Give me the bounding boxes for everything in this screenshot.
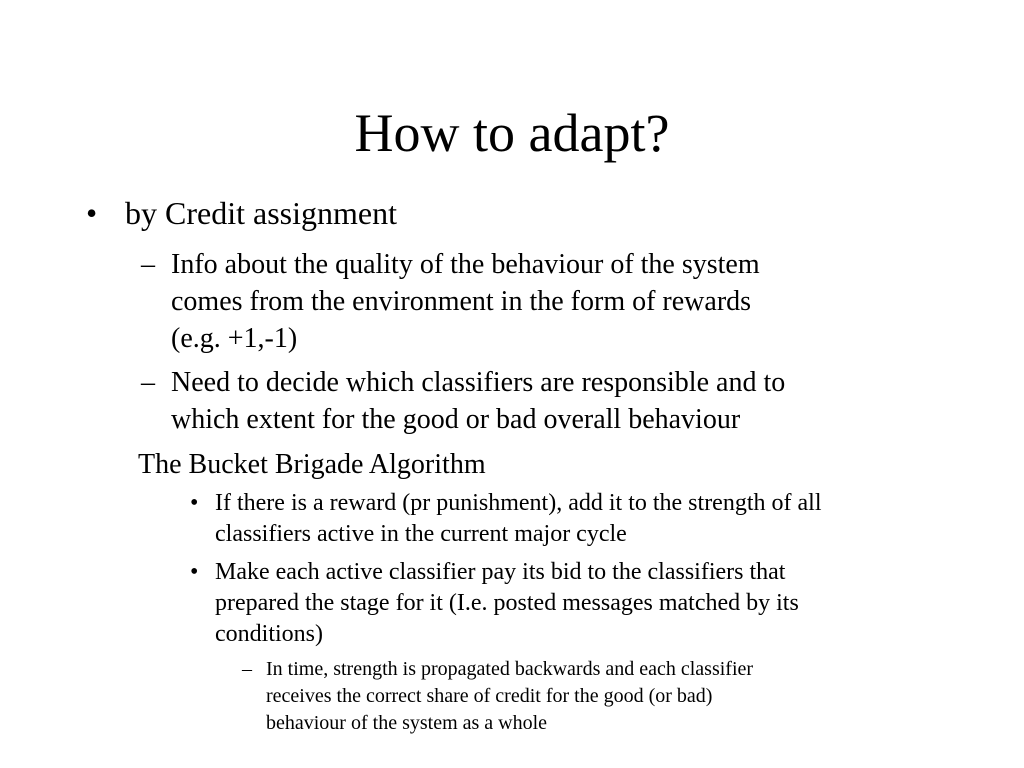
bullet-credit-assignment: by Credit assignment: [125, 195, 397, 231]
bullet-bid-line: Make each active classifier pay its bid to the classifiers that: [215, 559, 786, 585]
sub-bullet-info-line: (e.g. +1,-1): [171, 323, 298, 354]
bullet-marker: •: [86, 195, 98, 231]
bucket-brigade-heading: The Bucket Brigade Algorithm: [138, 449, 486, 480]
sub-bullet-time-line: receives the correct share of credit for the good (or bad): [266, 685, 713, 707]
sub-bullet-need-line: which extent for the good or bad overall behaviour: [171, 404, 741, 435]
bullet-reward-line: If there is a reward (pr punishment), add it to the strength of all: [215, 490, 822, 516]
sub-bullet-info-line: comes from the environment in the form of rewards: [171, 286, 752, 317]
dash-marker: –: [242, 658, 252, 680]
bullet-marker: •: [190, 559, 199, 585]
bullet-bid-line: conditions): [215, 621, 323, 647]
sub-bullet-time-line: In time, strength is propagated backwards and each classifier: [266, 658, 754, 680]
bullet-reward-line: classifiers active in the current major cycle: [215, 521, 627, 547]
sub-bullet-need-line: Need to decide which classifiers are responsible and to: [171, 367, 786, 398]
dash-marker: –: [141, 249, 155, 280]
sub-bullet-time-line: behaviour of the system as a whole: [266, 712, 548, 734]
slide-title: How to adapt?: [354, 103, 670, 163]
sub-bullet-info-line: Info about the quality of the behaviour of the system: [171, 249, 760, 280]
bullet-bid-line: prepared the stage for it (I.e. posted messages matched by its: [215, 590, 799, 616]
dash-marker: –: [141, 367, 155, 398]
bullet-marker: •: [190, 490, 199, 516]
